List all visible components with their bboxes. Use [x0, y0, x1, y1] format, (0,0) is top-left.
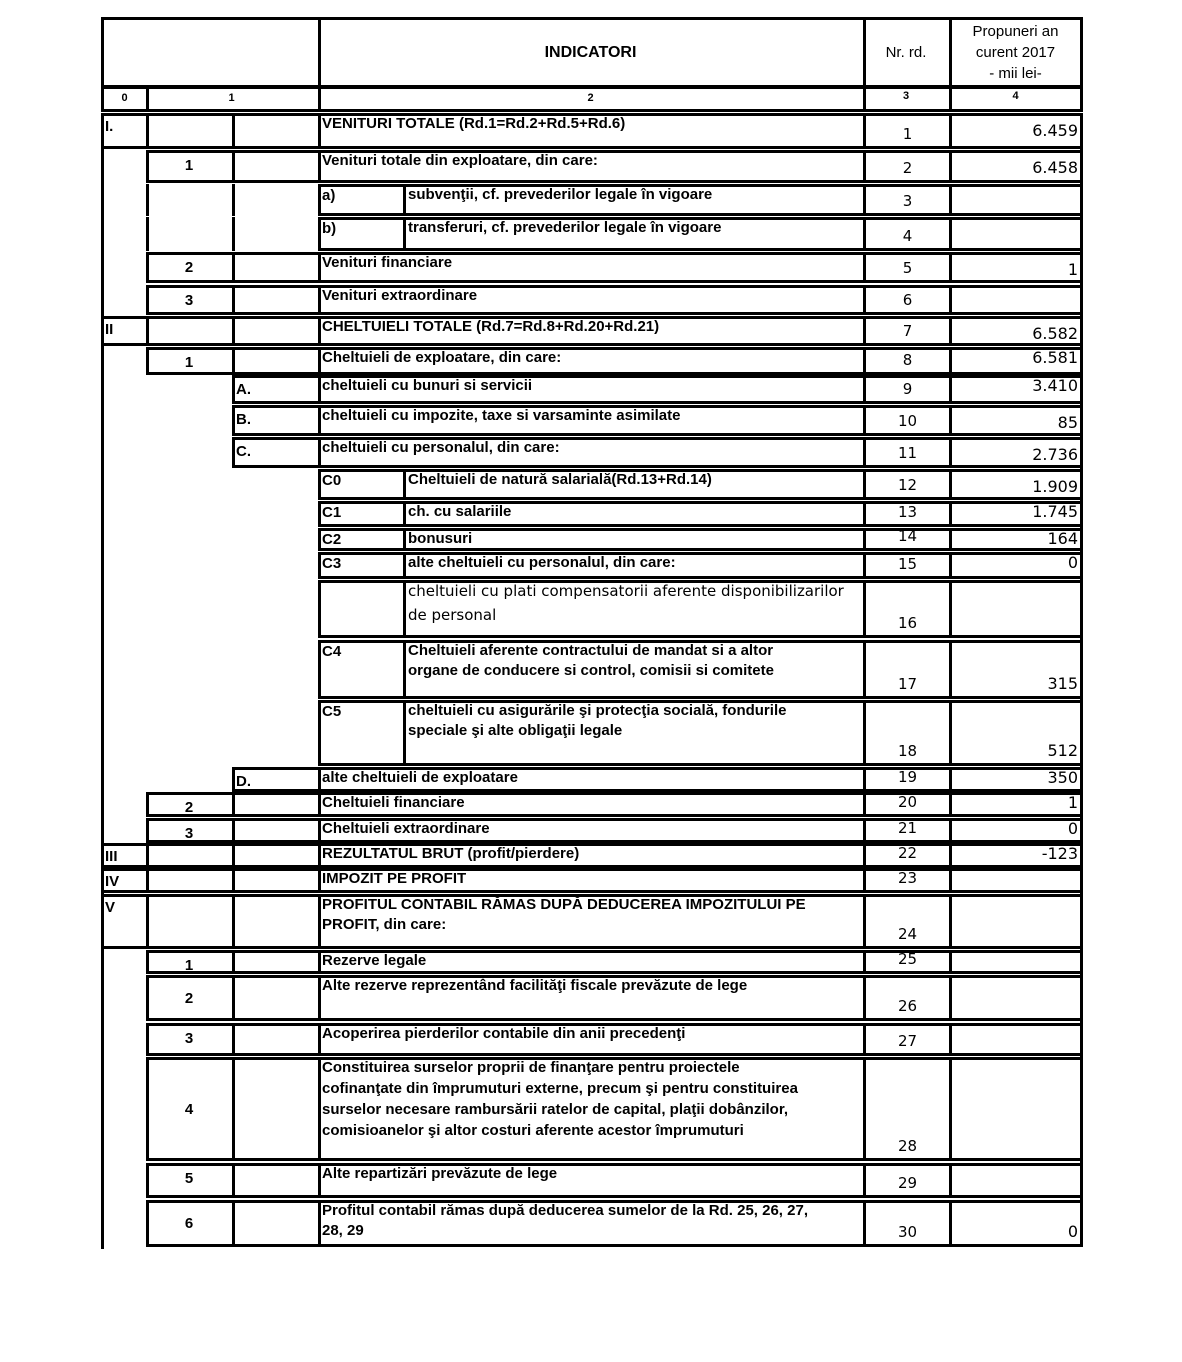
row-label: PROFIT, din care: — [322, 916, 447, 933]
row-label: de personal — [408, 606, 497, 624]
grid-line — [1080, 17, 1083, 109]
row-number: 29 — [897, 1174, 918, 1192]
row-label: Constituirea surselor proprii de finanţare pentru proiectele — [322, 1059, 740, 1076]
grid-line — [318, 501, 321, 527]
grid-line — [318, 576, 1083, 579]
row-value: 0 — [1067, 553, 1078, 572]
row-label: cheltuieli cu bunuri si servicii — [322, 377, 533, 394]
grid-line — [146, 1158, 1083, 1161]
grid-line — [146, 252, 1083, 255]
row-number: 25 — [897, 950, 918, 968]
grid-line — [146, 1053, 1083, 1056]
grid-line — [146, 316, 149, 346]
grid-line — [318, 818, 321, 843]
grid-line — [146, 113, 149, 149]
row-label: Alte rezerve reprezentând facilităţi fiscale prevăzute de lege — [322, 977, 748, 994]
row-label: Alte repartizări prevăzute de lege — [322, 1165, 558, 1182]
col-index-0: 0 — [121, 92, 128, 104]
grid-line — [146, 814, 1083, 817]
row-label: PROFITUL CONTABIL RĂMAS DUPĂ DEDUCEREA IMPOZITULUI PE — [322, 896, 806, 913]
grid-line — [318, 580, 321, 638]
row-number: 2 — [902, 159, 913, 177]
row-label: comisioanelor şi altor costuri aferente acestor împrumuturi — [322, 1122, 744, 1139]
row-sub: 2 — [184, 799, 194, 816]
grid-line — [403, 184, 406, 216]
grid-line — [318, 524, 1083, 527]
row-sub: 3 — [184, 1030, 194, 1047]
row-code: C5 — [322, 703, 342, 720]
grid-line — [146, 894, 149, 949]
grid-line — [146, 347, 1083, 350]
grid-line — [146, 88, 149, 109]
row-label: IMPOZIT PE PROFIT — [322, 870, 467, 887]
grid-line — [232, 792, 235, 817]
grid-line — [101, 113, 104, 1249]
grid-line — [146, 1018, 1083, 1021]
row-roman: V — [105, 899, 116, 916]
row-value: 315 — [1047, 674, 1078, 693]
row-value: 350 — [1047, 768, 1078, 787]
row-roman: IV — [105, 873, 120, 890]
row-value: 6.581 — [1032, 348, 1078, 367]
grid-line — [232, 950, 235, 974]
grid-line — [318, 375, 321, 404]
row-code: b) — [322, 220, 337, 237]
grid-line — [403, 501, 406, 527]
grid-line — [318, 316, 321, 346]
grid-line — [232, 347, 235, 375]
grid-line — [949, 580, 952, 638]
row-sub: 3 — [184, 825, 194, 842]
grid-line — [318, 843, 321, 868]
grid-line — [403, 700, 406, 766]
grid-line — [318, 252, 321, 283]
grid-line — [318, 213, 1083, 216]
grid-line — [318, 1057, 321, 1161]
col-index-4: 4 — [1012, 90, 1019, 102]
row-value: 2.736 — [1032, 445, 1078, 464]
grid-line — [232, 437, 235, 468]
grid-line — [318, 763, 1083, 766]
grid-line — [232, 1023, 235, 1056]
grid-line — [318, 217, 321, 251]
row-code: C0 — [322, 472, 342, 489]
grid-line — [101, 343, 1083, 346]
row-number: 6 — [902, 291, 913, 309]
grid-line — [232, 316, 235, 346]
grid-line — [232, 150, 235, 183]
grid-line — [318, 437, 321, 468]
grid-line — [318, 1163, 321, 1198]
row-value: 85 — [1057, 413, 1078, 432]
grid-line — [101, 17, 1083, 20]
row-code: C4 — [322, 643, 342, 660]
grid-line — [146, 285, 1083, 288]
row-letter: A. — [236, 381, 251, 398]
row-number: 10 — [897, 412, 918, 430]
grid-line — [146, 184, 149, 216]
row-label: cheltuieli cu personalul, din care: — [322, 439, 560, 456]
grid-line — [101, 946, 1083, 949]
row-label: organe de conducere si control, comisii si comitete — [408, 662, 774, 679]
grid-line — [232, 285, 235, 315]
grid-line — [403, 528, 406, 551]
grid-line — [146, 312, 1083, 315]
grid-line — [318, 1200, 321, 1247]
grid-line — [949, 1057, 952, 1161]
row-label: ch. cu salariile — [408, 503, 512, 520]
grid-line — [232, 401, 1083, 404]
row-value: 6.459 — [1032, 121, 1078, 140]
grid-line — [146, 868, 149, 893]
row-label: Rezerve legale — [322, 952, 427, 969]
row-sub: 1 — [184, 354, 194, 371]
row-value: -123 — [1041, 844, 1078, 863]
row-label: Cheltuieli de natură salarială(Rd.13+Rd.14) — [408, 471, 712, 488]
row-number: 5 — [902, 259, 913, 277]
row-number: 20 — [897, 793, 918, 811]
row-label: REZULTATUL BRUT (profit/pierdere) — [322, 845, 580, 862]
row-letter: B. — [236, 411, 251, 428]
row-number: 19 — [897, 768, 918, 786]
row-number: 16 — [897, 614, 918, 632]
grid-line — [318, 700, 321, 766]
grid-line — [232, 1163, 235, 1198]
row-label: Cheltuieli extraordinare — [322, 820, 490, 837]
grid-line — [949, 285, 952, 315]
grid-line — [949, 1163, 952, 1198]
row-label: bonusuri — [408, 530, 473, 547]
row-number: 26 — [897, 997, 918, 1015]
row-label: Cheltuieli de exploatare, din care: — [322, 349, 562, 366]
grid-line — [146, 280, 1083, 283]
grid-line — [232, 184, 235, 216]
grid-line — [146, 180, 1083, 183]
grid-line — [318, 469, 321, 500]
grid-line — [232, 113, 235, 149]
grid-line — [232, 217, 235, 251]
grid-line — [232, 1057, 235, 1161]
row-number: 23 — [897, 869, 918, 887]
grid-line — [318, 1023, 321, 1056]
row-label: Cheltuieli financiare — [322, 794, 465, 811]
grid-line — [318, 17, 321, 109]
row-label: alte cheltuieli de exploatare — [322, 769, 518, 786]
row-number: 21 — [897, 819, 918, 837]
grid-line — [318, 950, 321, 974]
row-number: 11 — [897, 444, 918, 462]
grid-line — [232, 975, 235, 1021]
grid-line — [318, 548, 1083, 551]
row-number: 22 — [897, 844, 918, 862]
row-number: 24 — [897, 925, 918, 943]
row-label: Venituri extraordinare — [322, 287, 478, 304]
grid-line — [146, 1195, 1083, 1198]
grid-line — [101, 17, 104, 109]
grid-line — [863, 17, 866, 109]
row-roman: I. — [105, 118, 114, 135]
row-label: Profitul contabil rămas după deducerea sumelor de la Rd. 25, 26, 27, — [322, 1202, 808, 1219]
grid-line — [232, 405, 235, 436]
grid-line — [318, 528, 321, 551]
row-label: subvenţii, cf. prevederilor legale în vigoare — [408, 186, 713, 203]
grid-line — [318, 150, 321, 183]
grid-line — [232, 767, 235, 792]
grid-line — [403, 469, 406, 500]
row-label: cheltuieli cu asigurările şi protecţia socială, fondurile — [408, 702, 787, 719]
row-value: 1 — [1067, 793, 1078, 812]
grid-line — [949, 975, 952, 1021]
col-index-2: 2 — [587, 92, 594, 104]
row-sub: 2 — [184, 989, 194, 1007]
grid-line — [318, 405, 321, 436]
grid-line — [318, 696, 1083, 699]
row-label: CHELTUIELI TOTALE (Rd.7=Rd.8+Rd.20+Rd.21) — [322, 318, 660, 335]
row-value: 3.410 — [1032, 376, 1078, 395]
grid-line — [318, 640, 321, 699]
grid-line — [146, 1244, 1083, 1247]
row-value: 164 — [1047, 529, 1078, 548]
grid-line — [101, 146, 1083, 149]
grid-line — [146, 843, 149, 868]
row-number: 17 — [897, 675, 918, 693]
grid-line — [949, 950, 952, 974]
grid-line — [318, 975, 321, 1021]
row-value: 6.582 — [1032, 324, 1078, 343]
grid-line — [232, 433, 1083, 436]
header-propuneri-line1: Propuneri an — [972, 23, 1059, 40]
row-letter: C. — [236, 443, 251, 460]
row-value: 0 — [1067, 1222, 1078, 1241]
grid-line — [318, 497, 1083, 500]
row-value: 512 — [1047, 741, 1078, 760]
row-roman: III — [105, 848, 118, 865]
grid-line — [318, 184, 321, 216]
grid-line — [949, 868, 952, 893]
grid-line — [318, 347, 321, 375]
row-value: 1.909 — [1032, 477, 1078, 496]
row-roman: II — [105, 321, 114, 338]
row-number: 15 — [897, 555, 918, 573]
grid-line — [232, 843, 235, 868]
grid-line — [949, 1023, 952, 1056]
grid-line — [318, 894, 321, 949]
row-number: 9 — [902, 380, 913, 398]
row-label: surselor necesare rambursării ratelor de capital, plaţii dobânzilor, — [322, 1101, 789, 1118]
grid-line — [403, 640, 406, 699]
grid-line — [318, 767, 321, 792]
row-sub: 3 — [184, 292, 194, 309]
row-value: 1 — [1067, 260, 1078, 279]
row-code: C3 — [322, 555, 342, 572]
grid-line — [232, 375, 235, 404]
grid-line — [146, 971, 1083, 974]
grid-line — [403, 217, 406, 251]
row-code: a) — [322, 187, 336, 204]
grid-line — [949, 17, 952, 109]
row-sub: 6 — [184, 1215, 194, 1232]
grid-line — [232, 894, 235, 949]
row-sub: 5 — [184, 1170, 194, 1187]
grid-line — [403, 580, 406, 638]
row-number: 18 — [897, 742, 918, 760]
row-number: 4 — [902, 227, 913, 245]
grid-line — [318, 285, 321, 315]
row-label: transferuri, cf. prevederilor legale în vigoare — [408, 219, 722, 236]
row-number: 8 — [902, 351, 913, 369]
grid-line — [318, 635, 1083, 638]
grid-line — [146, 217, 149, 251]
header-indicatori: INDICATORI — [544, 44, 637, 61]
grid-line — [146, 1163, 1083, 1166]
grid-line — [232, 868, 235, 893]
grid-line — [949, 894, 952, 949]
row-number: 14 — [897, 527, 918, 545]
grid-line — [232, 1200, 235, 1247]
grid-line — [232, 252, 235, 283]
grid-line — [101, 109, 1083, 112]
row-code: C2 — [322, 531, 342, 548]
row-label: VENITURI TOTALE (Rd.1=Rd.2+Rd.5+Rd.6) — [322, 115, 626, 132]
grid-line — [318, 248, 1083, 251]
row-label: speciale şi alte obligaţii legale — [408, 722, 623, 739]
grid-line — [949, 184, 952, 216]
row-number: 27 — [897, 1032, 918, 1050]
row-sub: 2 — [184, 259, 194, 276]
header-propuneri-line2: curent 2017 — [975, 44, 1056, 61]
row-sub: 1 — [184, 157, 194, 174]
row-sub: 4 — [184, 1100, 194, 1118]
row-label: 28, 29 — [322, 1222, 364, 1239]
grid-line — [318, 552, 321, 579]
row-value: 1.745 — [1032, 502, 1078, 521]
grid-line — [101, 890, 1083, 893]
row-letter: D. — [236, 773, 251, 790]
row-label: Venituri financiare — [322, 254, 453, 271]
row-number: 1 — [902, 125, 913, 143]
header-nr-rd: Nr. rd. — [885, 44, 927, 61]
row-label: cofinanţate din împrumuturi externe, precum şi pentru constituirea — [322, 1080, 798, 1097]
row-number: 3 — [902, 192, 913, 210]
row-label: Venituri totale din exploatare, din care: — [322, 152, 598, 169]
row-code: C1 — [322, 504, 342, 521]
row-number: 28 — [897, 1137, 918, 1155]
row-number: 13 — [897, 503, 918, 521]
grid-line — [232, 818, 235, 843]
row-label: Acoperirea pierderilor contabile din anii precedenţi — [322, 1025, 686, 1042]
row-number: 7 — [902, 322, 913, 340]
grid-line — [318, 792, 321, 817]
grid-line — [318, 113, 321, 149]
grid-line — [949, 217, 952, 251]
col-index-3: 3 — [902, 90, 910, 102]
row-label: cheltuieli cu plati compensatorii aferente disponibilizarilor — [408, 582, 844, 600]
grid-line — [101, 88, 1083, 89]
row-value: 6.458 — [1032, 158, 1078, 177]
row-sub: 1 — [184, 957, 194, 974]
row-number: 30 — [897, 1223, 918, 1241]
grid-line — [146, 150, 1083, 153]
grid-line — [318, 868, 321, 893]
row-number: 12 — [897, 476, 918, 494]
header-propuneri-line3: - mii lei- — [989, 65, 1042, 82]
row-value: 0 — [1067, 819, 1078, 838]
row-label: cheltuieli cu impozite, taxe si varsaminte asimilate — [322, 407, 681, 424]
grid-line — [403, 552, 406, 579]
row-label: alte cheltuieli cu personalul, din care: — [408, 554, 676, 571]
row-label: Cheltuieli aferente contractului de mandat si a altor — [408, 642, 774, 659]
col-index-1: 1 — [228, 92, 235, 104]
grid-line — [232, 465, 1083, 468]
